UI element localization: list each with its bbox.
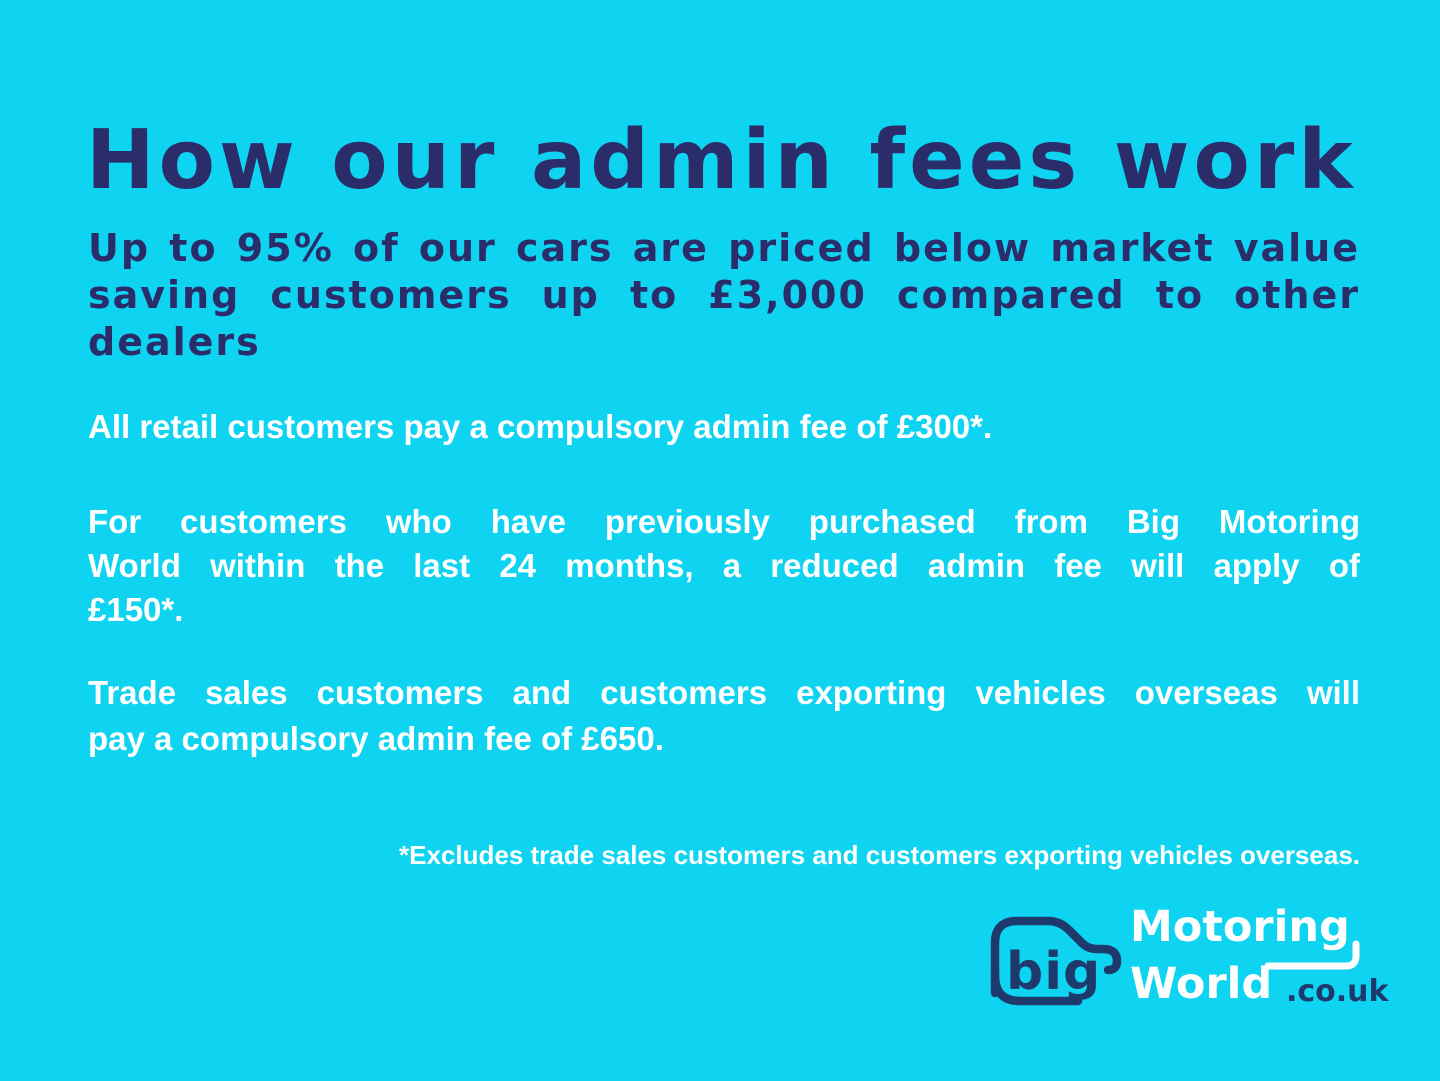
big-car-logo-icon xyxy=(995,921,1117,1002)
paragraph-returning-customer-fee xyxy=(88,500,1360,632)
logo-couk-text: .co.uk xyxy=(1286,974,1389,1009)
paragraph-trade-export-fee xyxy=(88,670,1360,762)
logo-world-text: World xyxy=(1130,959,1273,1009)
paragraph-line: All retail customers pay a compulsory admin fee of £300*. xyxy=(88,408,993,445)
big-motoring-world-logo xyxy=(980,895,1392,1022)
subheading-line: Up to 95% of our cars are priced below market value xyxy=(88,226,1360,270)
paragraph-line: World within the last 24 months, a reduced admin fee will apply of xyxy=(88,547,1360,584)
paragraph-line: For customers who have previously purchased from Big Motoring xyxy=(88,503,1360,540)
subheading-line: saving customers up to £3,000 compared to other xyxy=(88,273,1360,317)
paragraph-retail-fee xyxy=(88,405,1360,449)
big-motoring-world-logo-graphic xyxy=(980,895,1392,1022)
footnote-exclusions: *Excludes trade sales customers and customers exporting vehicles overseas. xyxy=(399,840,1360,870)
paragraph-line: pay a compulsory admin fee of £650. xyxy=(88,720,664,757)
subheading-line: dealers xyxy=(88,320,261,364)
logo-motoring-text: Motoring xyxy=(1130,902,1350,952)
logo-big-text: big xyxy=(1006,942,1102,1002)
subheading xyxy=(88,225,1360,366)
paragraph-line: £150*. xyxy=(88,591,184,628)
page-title: How our admin fees work xyxy=(86,113,1357,208)
paragraph-line: Trade sales customers and customers exporting vehicles overseas will xyxy=(88,674,1360,711)
